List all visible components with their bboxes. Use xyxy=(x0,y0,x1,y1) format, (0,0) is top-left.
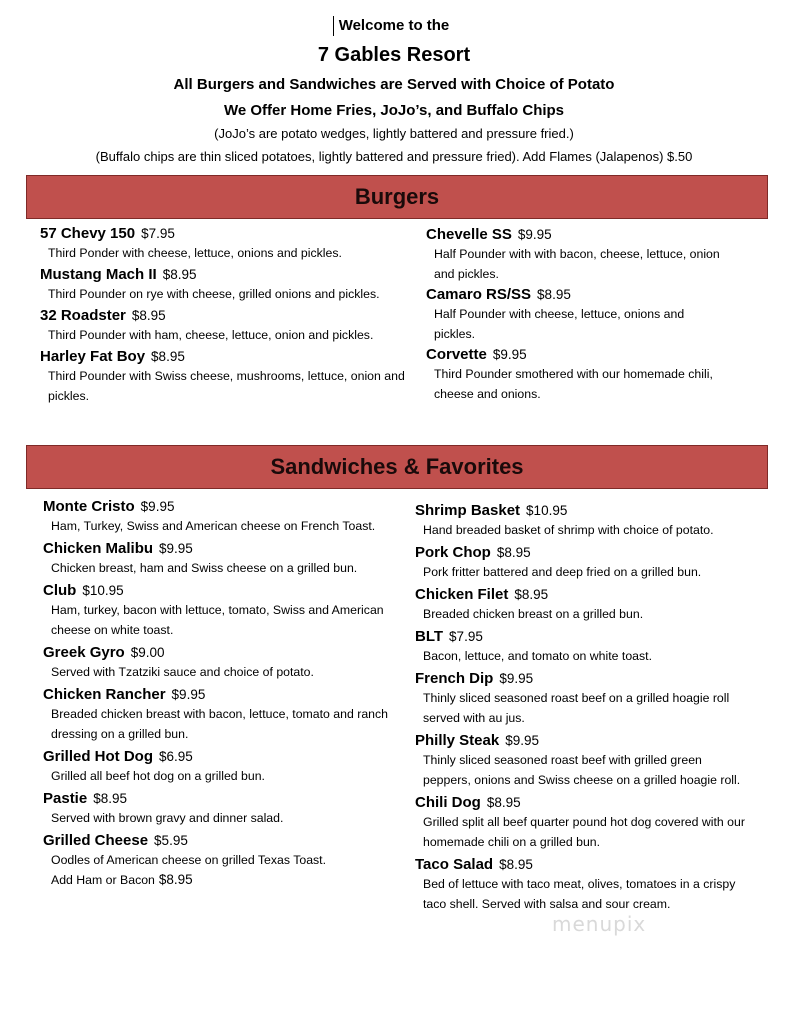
menu-item-name: French Dip xyxy=(415,670,494,687)
menu-item xyxy=(40,348,410,406)
menu-item-description: Thinly sliced seasoned roast beef with grilled green peppers, onions and Swiss cheese on a grilled hoagie roll. xyxy=(423,753,741,787)
menu-item-price: $9.95 xyxy=(171,687,206,702)
menu-item-title xyxy=(426,346,726,363)
menu-item-description: Grilled split all beef quarter pound hot dog covered with our homemade chili on a grilled bun. xyxy=(423,815,745,849)
menu-item xyxy=(40,266,410,304)
menu-item-title xyxy=(415,628,745,645)
menu-item xyxy=(40,225,410,263)
menu-item xyxy=(43,686,393,744)
menu-item-name: BLT xyxy=(415,628,444,645)
buffalo-note: (Buffalo chips are thin sliced potatoes, lightly battered and pressure fried). Add Flames (Jalapenos) $.50 xyxy=(95,149,693,164)
menu-item xyxy=(415,628,745,666)
menu-item xyxy=(43,832,393,870)
potato-offer: We Offer Home Fries, JoJo’s, and Buffalo Chips xyxy=(223,102,565,119)
menu-item-name: Corvette xyxy=(426,346,487,363)
menu-item-price: $8.95 xyxy=(131,308,166,323)
menu-item-description: Third Pounder smothered with our homemade chili, cheese and onions. xyxy=(434,367,713,401)
menu-item-description: Chicken breast, ham and Swiss cheese on a grilled bun. xyxy=(51,561,358,575)
menu-item-name: Harley Fat Boy xyxy=(40,348,146,365)
menu-item-name: Greek Gyro xyxy=(43,644,125,661)
menu-item-description: Third Pounder on rye with cheese, grilled onions and pickles. xyxy=(48,287,380,301)
menu-item-title xyxy=(43,686,393,703)
menu-item xyxy=(415,732,745,790)
menu-item-description: Bacon, lettuce, and tomato on white toast. xyxy=(423,649,652,663)
sandwiches-heading: Sandwiches & Favorites xyxy=(26,445,768,489)
menu-item-title xyxy=(43,582,393,599)
menu-item-description: Third Pounder with Swiss cheese, mushrooms, lettuce, onion and pickles. xyxy=(48,369,405,403)
menu-item-description: Oodles of American cheese on grilled Texas Toast. xyxy=(51,853,327,867)
menu-item-name: Chicken Malibu xyxy=(43,540,154,557)
watermark: menupix xyxy=(552,912,647,936)
menu-item-name: Chevelle SS xyxy=(426,226,512,243)
resort-title: 7 Gables Resort xyxy=(317,44,471,66)
menu-item xyxy=(43,748,393,786)
menu-item-description: Third Pounder with ham, cheese, lettuce, onion and pickles. xyxy=(48,328,374,342)
menu-item-name: Mustang Mach II xyxy=(40,266,157,283)
menu-item-price: $9.95 xyxy=(517,227,552,242)
jojo-note: (JoJo’s are potato wedges, lightly battered and pressure fried.) xyxy=(214,126,574,141)
menu-item xyxy=(415,856,745,914)
menu-item-price: $6.95 xyxy=(159,749,193,764)
menu-item-price: $9.95 xyxy=(159,541,193,556)
menu-item-description: Third Ponder with cheese, lettuce, onions and pickles. xyxy=(48,246,342,260)
menu-item-description: Breaded chicken breast with bacon, lettuce, tomato and ranch dressing on a grilled bun. xyxy=(51,707,388,741)
menu-item xyxy=(43,644,393,682)
menu-item-price: $5.95 xyxy=(154,833,188,848)
menu-item-description: Thinly sliced seasoned roast beef on a grilled hoagie roll served with au jus. xyxy=(423,691,730,725)
menu-item-title xyxy=(40,348,410,365)
menu-item-name: Pastie xyxy=(43,790,88,807)
menu-item-description: Breaded chicken breast on a grilled bun. xyxy=(423,607,644,621)
menu-item-price: $8.95 xyxy=(499,857,533,872)
menu-item-name: Taco Salad xyxy=(415,856,494,873)
menu-item-name: Monte Cristo xyxy=(43,498,135,515)
menu-item-description: Bed of lettuce with taco meat, olives, tomatoes in a crispy taco shell. Served with salsa and sour cream. xyxy=(423,877,736,911)
menu-item-description: Pork fritter battered and deep fried on a grilled bun. xyxy=(423,565,702,579)
menu-item-price: $9.95 xyxy=(505,733,540,748)
served-with-note: All Burgers and Sandwiches are Served with Choice of Potato xyxy=(173,76,615,93)
menu-item-price: $8.95 xyxy=(537,287,571,302)
menu-item-title xyxy=(415,502,745,519)
menu-item-name: Club xyxy=(43,582,77,599)
menu-item-description: Ham, turkey, bacon with lettuce, tomato, Swiss and American cheese on white toast. xyxy=(51,603,384,637)
menu-item-price: $8.95 xyxy=(151,349,185,364)
menu-item-price: $9.95 xyxy=(492,347,527,362)
menu-item xyxy=(43,790,393,828)
menu-item-title xyxy=(43,644,393,661)
menu-item xyxy=(43,582,393,640)
menu-item-description: Hand breaded basket of shrimp with choice of potato. xyxy=(423,523,714,537)
menu-item-price: $9.95 xyxy=(140,499,175,514)
menu-item-name: Chicken Filet xyxy=(415,586,509,603)
menu-item-name: Chili Dog xyxy=(415,794,481,811)
menu-item-price: $8.95 xyxy=(514,587,549,602)
menu-item-title xyxy=(415,732,745,749)
menu-item-title xyxy=(43,748,393,765)
menu-item-price: $7.95 xyxy=(141,226,175,241)
menu-item-price: $7.95 xyxy=(449,629,483,644)
menu-item-title xyxy=(415,670,745,687)
menu-item-title xyxy=(43,540,393,557)
menu-item-title xyxy=(415,794,745,811)
menu-item-price: $8.95 xyxy=(486,795,521,810)
menu-item xyxy=(415,586,745,624)
menu-item-description: Half Pounder with cheese, lettuce, onions and pickles. xyxy=(434,307,685,341)
menu-item xyxy=(415,544,745,582)
welcome-text: Welcome to the xyxy=(338,17,450,34)
menu-item xyxy=(40,307,410,345)
menu-item-description: Half Pounder with with bacon, cheese, lettuce, onion and pickles. xyxy=(434,247,720,281)
menu-item-description: Grilled all beef hot dog on a grilled bun. xyxy=(51,769,265,783)
burgers-left-column xyxy=(40,225,410,409)
menu-item-price: $8.95 xyxy=(496,545,531,560)
burgers-heading: Burgers xyxy=(26,175,768,219)
addon-line xyxy=(43,870,393,890)
menu-item-price: $8.95 xyxy=(162,267,197,282)
menu-item xyxy=(43,540,393,578)
sandwiches-left-column xyxy=(43,498,393,890)
addon-text: Add Ham or Bacon xyxy=(51,873,155,887)
menu-item-title xyxy=(43,832,393,849)
menu-item xyxy=(415,502,745,540)
sandwiches-right-column xyxy=(415,502,745,918)
addon-price: $8.95 xyxy=(158,872,193,887)
menu-item-title xyxy=(40,225,410,242)
menu-item-name: 57 Chevy 150 xyxy=(40,225,136,242)
menu-item-name: Chicken Rancher xyxy=(43,686,166,703)
menu-item-description: Served with Tzatziki sauce and choice of potato. xyxy=(51,665,314,679)
menu-item-title xyxy=(43,790,393,807)
menu-item-name: Grilled Hot Dog xyxy=(43,748,153,765)
menu-item xyxy=(43,498,393,536)
menu-item-title xyxy=(43,498,393,515)
menu-item-name: Philly Steak xyxy=(415,732,500,749)
menu-item xyxy=(426,286,726,344)
menu-item xyxy=(415,794,745,852)
menu-item-title xyxy=(426,286,726,303)
menu-item-name: 32 Roadster xyxy=(40,307,126,324)
menu-item-name: Shrimp Basket xyxy=(415,502,521,519)
menu-item-title xyxy=(40,307,410,324)
menu-item-description: Ham, Turkey, Swiss and American cheese on French Toast. xyxy=(51,519,376,533)
menu-item-title xyxy=(415,586,745,603)
menu-item-price: $9.95 xyxy=(499,671,534,686)
menu-item-description: Served with brown gravy and dinner salad. xyxy=(51,811,284,825)
menu-item xyxy=(415,670,745,728)
menu-item-title xyxy=(415,856,745,873)
menu-item-title xyxy=(415,544,745,561)
menu-item xyxy=(426,346,726,404)
menu-item xyxy=(426,226,726,284)
menu-item-name: Grilled Cheese xyxy=(43,832,149,849)
menu-item-price: $9.00 xyxy=(130,645,165,660)
burgers-right-column xyxy=(426,226,726,406)
menu-item-title xyxy=(426,226,726,243)
menu-item-price: $10.95 xyxy=(526,503,568,518)
menu-item-title xyxy=(40,266,410,283)
menu-item-name: Pork Chop xyxy=(415,544,491,561)
menu-item-name: Camaro RS/SS xyxy=(426,286,532,303)
menu-item-price: $8.95 xyxy=(93,791,127,806)
menu-item-price: $10.95 xyxy=(82,583,124,598)
